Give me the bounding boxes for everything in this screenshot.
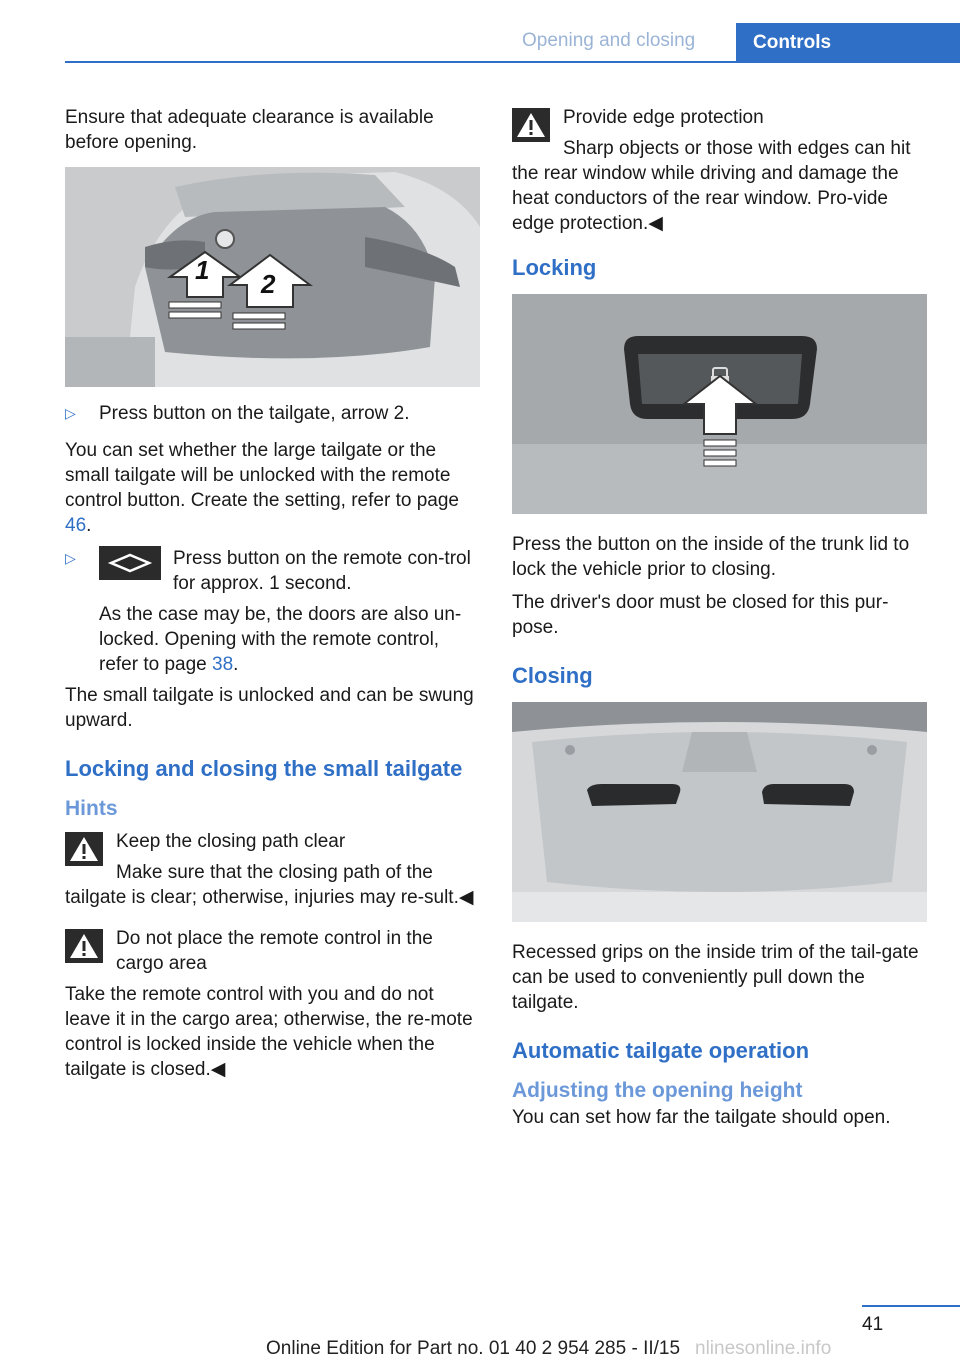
warning-icon: [65, 929, 103, 963]
warning-text: Take the remote control with you and do not leave it in the cargo area; otherwise, the re‐mote control is locked inside the vehicle when the tailgate is closed.◀: [65, 984, 473, 1080]
header-chapter-tab: Controls: [736, 23, 960, 63]
remote-tailgate-button-icon: [99, 546, 161, 580]
header-section-title: Opening and closing: [522, 30, 696, 51]
warning-icon: [512, 108, 550, 142]
trunk-lock-button-figure: [512, 294, 927, 514]
warning-block: [65, 926, 480, 976]
warning-title: Keep the closing path clear: [116, 831, 346, 852]
right-column: [512, 105, 927, 1130]
subsection-heading: Adjusting the opening height: [512, 1079, 803, 1102]
paragraph: You can set how far the tailgate should open.: [512, 1107, 891, 1128]
warning-text: Make sure that the closing path of the tailgate is clear; otherwise, injuries may re‐sult.◀: [65, 862, 474, 908]
page-link-46[interactable]: 46: [65, 515, 87, 536]
footer-rule: [862, 1305, 960, 1307]
bullet-subtext: As the case may be, the doors are also un‐locked. Opening with the remote control, refer to page 38.: [99, 604, 462, 675]
left-column: [65, 105, 480, 1082]
figure-label-2: 2: [261, 269, 276, 299]
bullet-triangle-icon: ▷: [65, 550, 76, 566]
warning-title: Provide edge protection: [563, 107, 764, 128]
watermark: nlinesonline.info: [695, 1338, 832, 1359]
edition-footer: Online Edition for Part no. 01 40 2 954 285 - II/15: [266, 1338, 681, 1359]
bullet-text: Press button on the tailgate, arrow 2.: [99, 403, 410, 424]
intro-text: Ensure that adequate clearance is available before opening.: [65, 107, 434, 153]
page-link-38[interactable]: 38: [212, 654, 234, 675]
section-heading: Locking and closing the small tailgate: [65, 756, 463, 781]
warning-block: [512, 105, 927, 130]
subsection-heading: Hints: [65, 797, 118, 820]
list-item: [65, 546, 480, 677]
tailgate-buttons-figure: [65, 167, 480, 387]
tailgate-grips-figure: [512, 702, 927, 922]
page-number: 41: [862, 1314, 884, 1335]
list-item: [65, 401, 480, 426]
paragraph: Recessed grips on the inside trim of the tail‐gate can be used to conveniently pull down the tailgate.: [512, 942, 919, 1013]
paragraph: The driver's door must be closed for this pur‐pose.: [512, 592, 889, 638]
paragraph: Press the button on the inside of the trunk lid to lock the vehicle prior to closing.: [512, 534, 910, 580]
bullet-text: Press button on the remote con‐trol for approx. 1 second.: [173, 548, 471, 594]
warning-block: [65, 829, 480, 854]
section-heading: Closing: [512, 663, 593, 688]
paragraph: The small tailgate is unlocked and can be swung upward.: [65, 685, 474, 731]
bullet-triangle-icon: ▷: [65, 405, 76, 421]
warning-title: Do not place the remote control in the cargo area: [116, 928, 433, 974]
warning-icon: [65, 832, 103, 866]
section-heading: Locking: [512, 255, 597, 280]
warning-text: Sharp objects or those with edges can hit the rear window while driving and damage the heat conductors of the rear window. Pro‐vide edge protection.◀: [512, 138, 911, 234]
section-heading: Automatic tailgate operation: [512, 1038, 810, 1063]
figure-label-1: 1: [195, 255, 210, 285]
paragraph: You can set whether the large tailgate or the small tailgate will be unlocked with the remote control button. Create the setting, refer to page 46.: [65, 440, 459, 536]
